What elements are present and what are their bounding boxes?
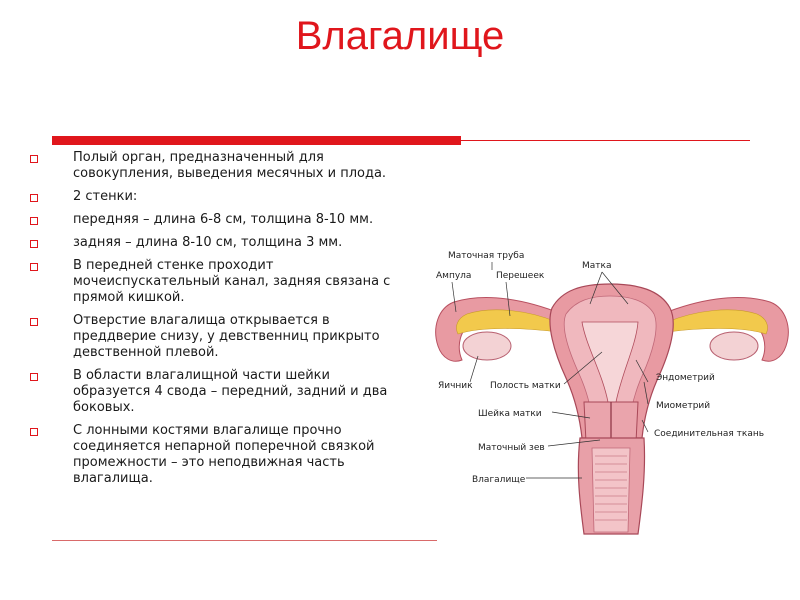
list-item	[28, 189, 408, 205]
title-divider-thin	[461, 140, 750, 141]
anatomy-illustration	[432, 242, 792, 542]
label-ovary: Яичник	[438, 381, 473, 391]
bullet-text: передняя – длина 6-8 см, толщина 8-10 мм.	[73, 212, 374, 227]
label-vagina: Влагалище	[472, 475, 526, 485]
label-ampulla: Ампула	[436, 271, 472, 281]
list-item	[28, 368, 408, 416]
label-myometrium: Миометрий	[656, 401, 711, 411]
square-bullet-icon	[30, 318, 38, 326]
square-bullet-icon	[30, 155, 38, 163]
list-item	[28, 212, 408, 228]
label-connective-tissue: Соединительная ткань	[654, 429, 765, 439]
bottom-divider	[52, 540, 437, 541]
label-cervix: Шейка матки	[478, 409, 542, 419]
bullet-text: В передней стенке проходит мочеиспускательный канал, задняя связана с прямой кишкой.	[73, 258, 391, 305]
bullet-list	[28, 150, 408, 494]
uterus-anatomy-diagram	[432, 242, 792, 542]
slide-title: Влагалище	[295, 14, 505, 58]
bullet-text: Отверстие влагалища открывается в преддверие снизу, у девственниц прикрыто девственной плевой.	[73, 313, 380, 360]
square-bullet-icon	[30, 240, 38, 248]
bullet-text: С лонными костями влагалище прочно соединяется непарной поперечной связкой промежности – это неподвижная часть влагалища.	[73, 423, 375, 486]
bullet-text: В области влагалищной части шейки образуется 4 свода – передний, задний и два боковых.	[73, 368, 388, 415]
square-bullet-icon	[30, 373, 38, 381]
list-item	[28, 423, 408, 487]
right-ovary	[710, 332, 758, 360]
square-bullet-icon	[30, 263, 38, 271]
bullet-text: 2 стенки:	[73, 189, 138, 204]
label-fallopian-tube: Маточная труба	[448, 251, 525, 261]
label-external-os: Маточный зев	[478, 443, 545, 453]
list-item	[28, 258, 408, 306]
label-uterine-cavity: Полость матки	[490, 381, 561, 391]
label-endometrium: Эндометрий	[656, 373, 715, 383]
label-isthmus: Перешеек	[496, 271, 545, 281]
left-ovary	[463, 332, 511, 360]
square-bullet-icon	[30, 428, 38, 436]
list-item	[28, 150, 408, 182]
list-item	[28, 235, 408, 251]
title-divider-thick	[52, 136, 461, 145]
square-bullet-icon	[30, 194, 38, 202]
square-bullet-icon	[30, 217, 38, 225]
bullet-text: задняя – длина 8-10 см, толщина 3 мм.	[73, 235, 343, 250]
list-item	[28, 313, 408, 361]
label-uterus: Матка	[582, 261, 612, 271]
bullet-text: Полый орган, предназначенный для совокупления, выведения месячных и плода.	[73, 150, 387, 181]
